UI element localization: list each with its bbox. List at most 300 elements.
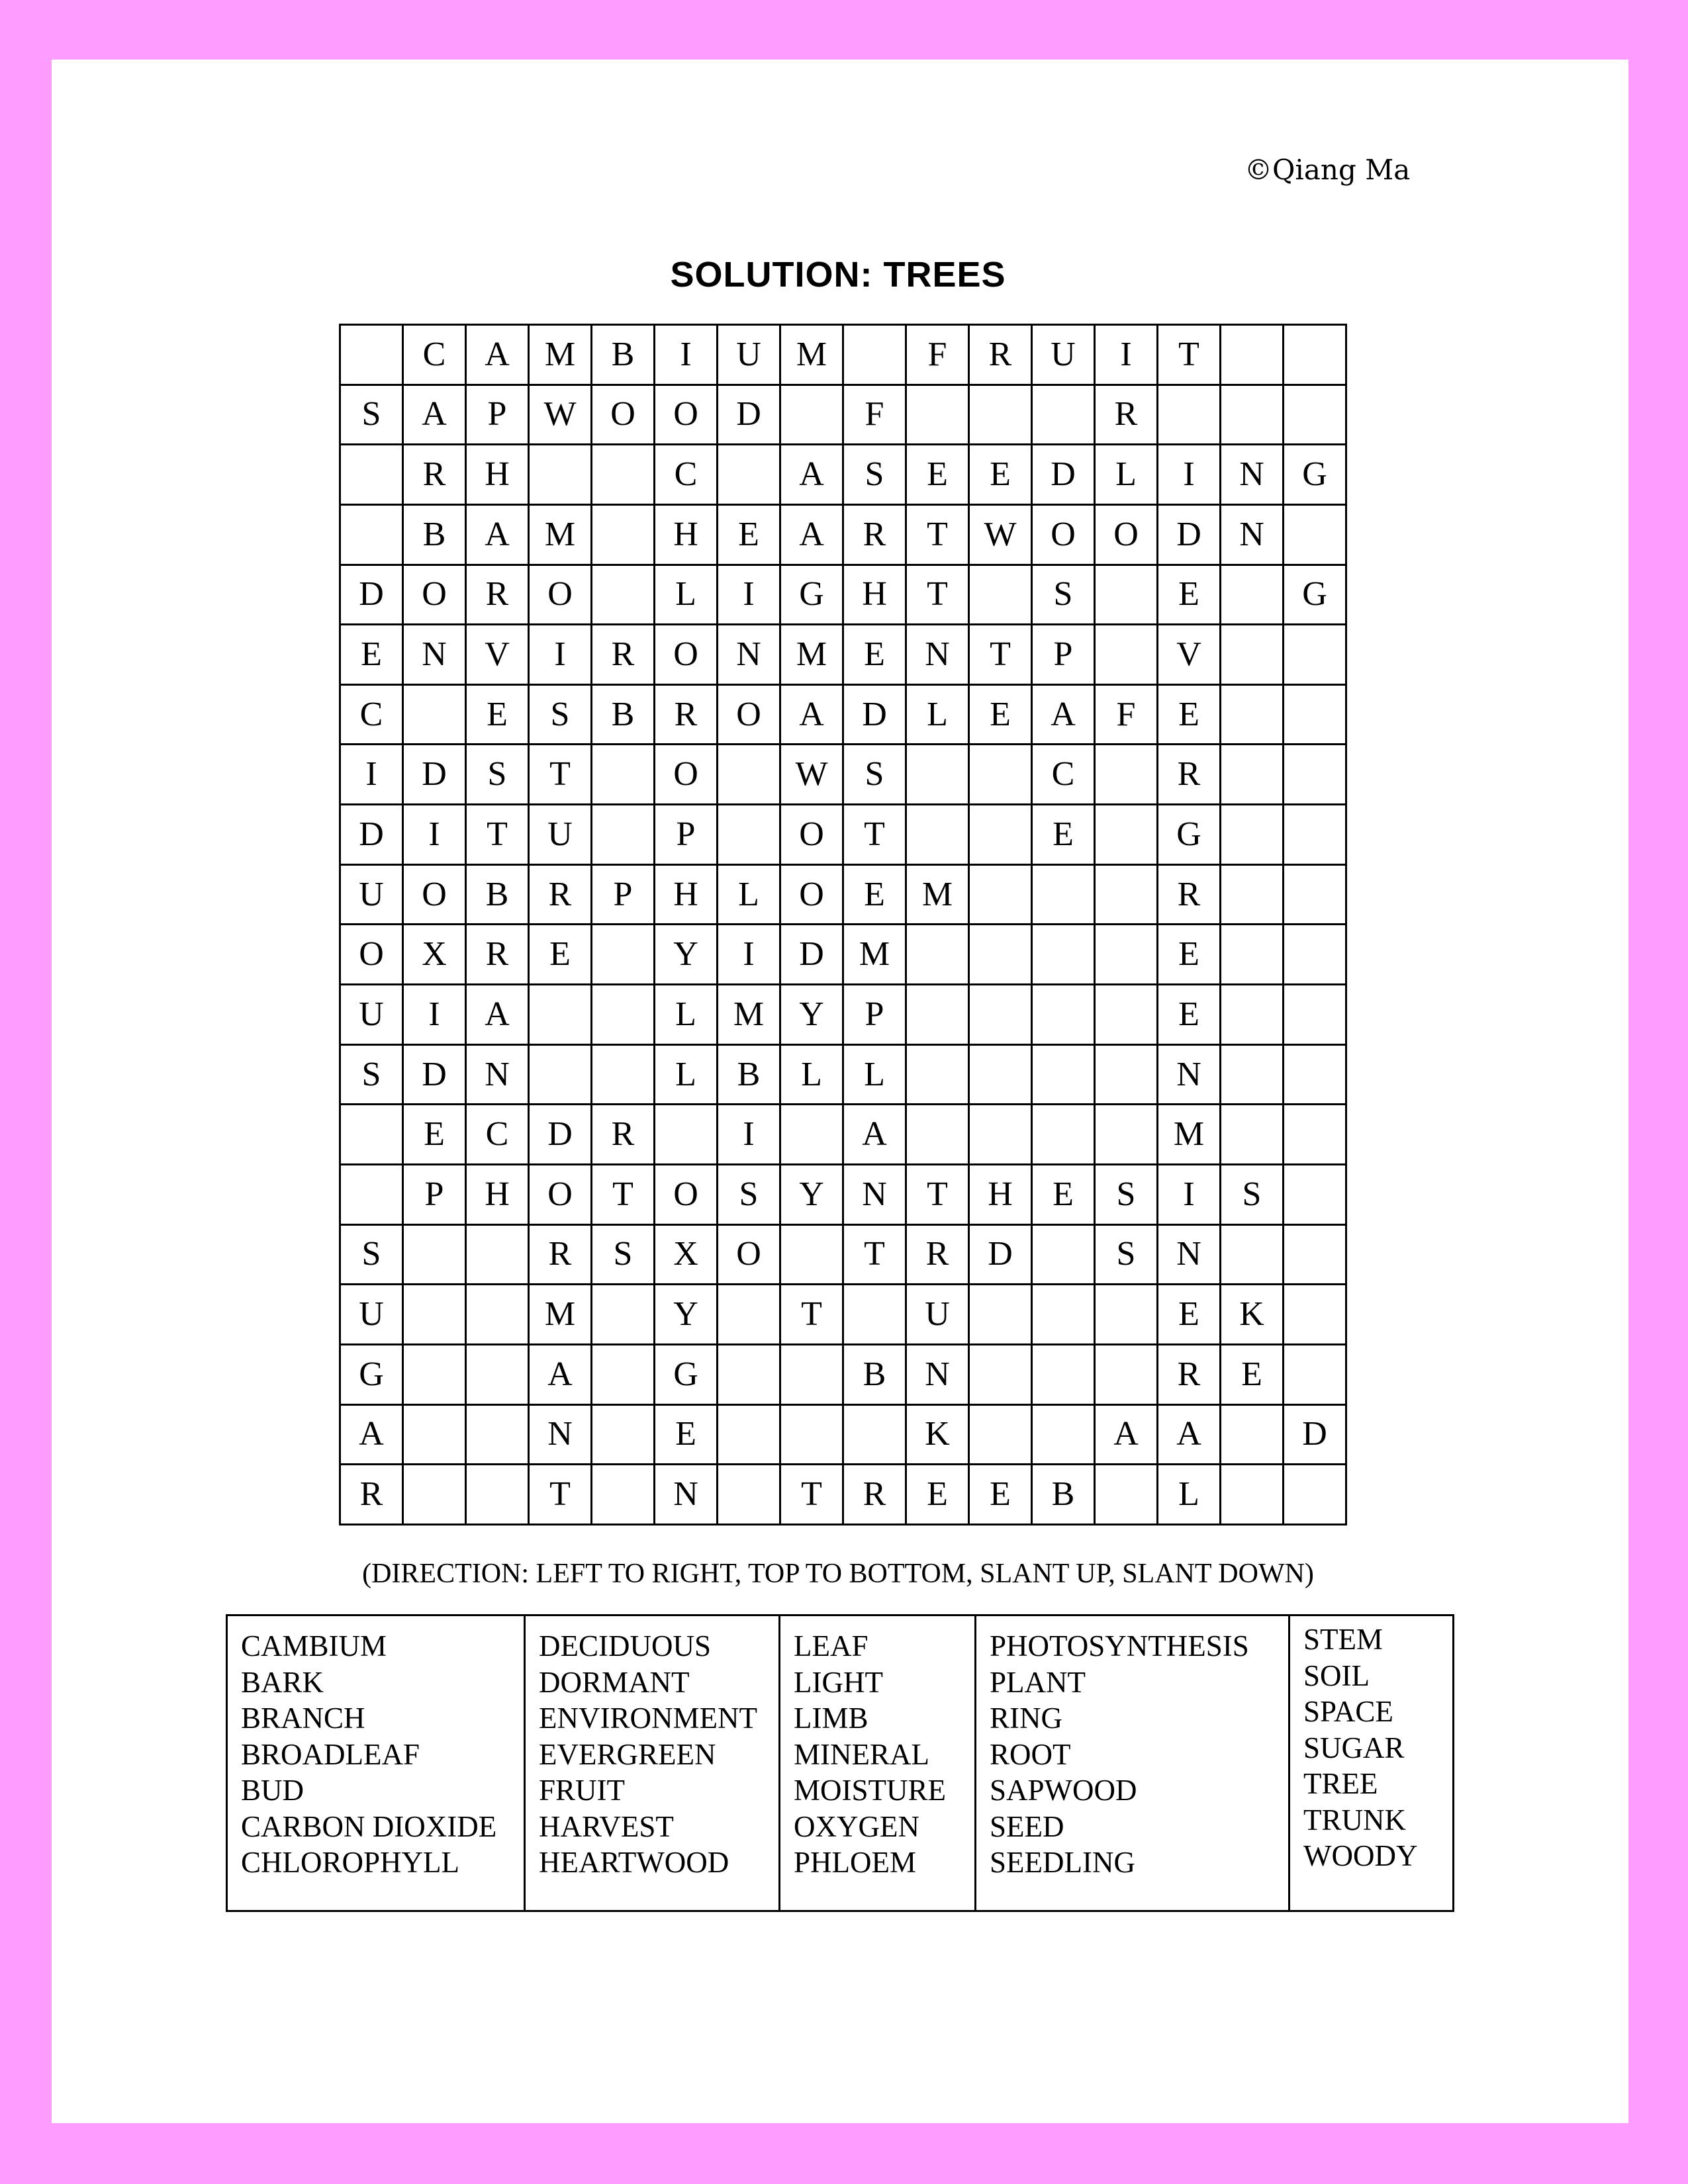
grid-cell: U	[340, 985, 403, 1045]
grid-cell: S	[592, 1224, 655, 1285]
grid-cell	[1221, 325, 1284, 385]
grid-cell: O	[403, 864, 466, 925]
grid-row	[340, 1164, 1346, 1224]
grid-cell: Y	[655, 1285, 718, 1345]
grid-cell: R	[466, 565, 529, 625]
grid-cell: R	[403, 445, 466, 505]
grid-cell: I	[340, 745, 403, 805]
grid-cell	[969, 565, 1032, 625]
grid-cell	[969, 1044, 1032, 1105]
grid-cell	[1221, 385, 1284, 445]
grid-cell: E	[843, 625, 906, 685]
grid-cell: N	[906, 1344, 969, 1404]
grid-cell: V	[1158, 625, 1221, 685]
grid-cell	[1032, 864, 1095, 925]
grid-cell	[466, 1285, 529, 1345]
grid-cell: I	[403, 985, 466, 1045]
grid-row	[340, 1224, 1346, 1285]
grid-cell: E	[340, 625, 403, 685]
grid-cell	[780, 1105, 843, 1165]
grid-cell: O	[592, 385, 655, 445]
grid-cell	[340, 1105, 403, 1165]
grid-cell: T	[1158, 325, 1221, 385]
grid-cell: U	[529, 805, 592, 865]
word-bank-item: CAMBIUM	[241, 1629, 387, 1662]
grid-cell: C	[466, 1105, 529, 1165]
word-bank-item: SPACE	[1303, 1695, 1393, 1728]
grid-row	[340, 684, 1346, 745]
grid-cell	[466, 1344, 529, 1404]
grid-cell	[1284, 745, 1346, 805]
grid-cell: S	[718, 1164, 780, 1224]
grid-cell: M	[529, 504, 592, 565]
grid-cell: T	[780, 1465, 843, 1525]
word-bank-item: SOIL	[1303, 1659, 1370, 1692]
grid-row	[340, 325, 1346, 385]
grid-cell: O	[780, 864, 843, 925]
grid-cell: E	[1158, 985, 1221, 1045]
grid-cell: T	[592, 1164, 655, 1224]
grid-cell	[340, 325, 403, 385]
grid-row	[340, 565, 1346, 625]
grid-cell: N	[466, 1044, 529, 1105]
grid-cell: H	[843, 565, 906, 625]
grid-row	[340, 985, 1346, 1045]
word-bank-item: LEAF	[794, 1629, 868, 1662]
grid-cell: N	[1221, 445, 1284, 505]
grid-cell: H	[655, 864, 718, 925]
word-bank	[226, 1614, 1454, 1912]
word-bank-item: SEED	[990, 1809, 1064, 1843]
grid-cell: R	[1095, 385, 1158, 445]
grid-row	[340, 625, 1346, 685]
grid-cell: A	[403, 385, 466, 445]
word-bank-item: TREE	[1303, 1767, 1378, 1800]
grid-cell: K	[1221, 1285, 1284, 1345]
grid-cell: E	[1221, 1344, 1284, 1404]
grid-cell: F	[843, 385, 906, 445]
grid-cell: A	[780, 684, 843, 745]
grid-cell: R	[906, 1224, 969, 1285]
grid-cell	[1095, 925, 1158, 985]
page-title: SOLUTION: TREES	[670, 255, 1006, 295]
grid-cell	[718, 745, 780, 805]
grid-cell: M	[1158, 1105, 1221, 1165]
grid-cell	[1221, 1465, 1284, 1525]
grid-cell: A	[466, 985, 529, 1045]
grid-cell: E	[1158, 1285, 1221, 1345]
grid-cell: D	[403, 1044, 466, 1105]
grid-cell: O	[780, 805, 843, 865]
grid-cell: S	[340, 1044, 403, 1105]
grid-cell	[906, 925, 969, 985]
word-bank-item: HARVEST	[539, 1809, 674, 1843]
grid-cell: I	[529, 625, 592, 685]
grid-cell: G	[1284, 565, 1346, 625]
grid-cell	[1032, 1105, 1095, 1165]
grid-cell: B	[403, 504, 466, 565]
word-bank-item: SEEDLING	[990, 1846, 1135, 1879]
grid-cell	[718, 1404, 780, 1465]
grid-cell: E	[466, 684, 529, 745]
grid-cell: I	[718, 1105, 780, 1165]
grid-cell: X	[403, 925, 466, 985]
grid-cell: T	[843, 805, 906, 865]
grid-cell	[969, 1105, 1032, 1165]
grid-cell	[1032, 1044, 1095, 1105]
grid-cell: D	[529, 1105, 592, 1165]
grid-cell: O	[655, 625, 718, 685]
grid-cell: P	[655, 805, 718, 865]
grid-cell: D	[403, 745, 466, 805]
grid-cell: I	[718, 565, 780, 625]
grid-cell: N	[843, 1164, 906, 1224]
grid-row	[340, 805, 1346, 865]
grid-cell: G	[780, 565, 843, 625]
grid-cell	[1284, 684, 1346, 745]
grid-cell: I	[718, 925, 780, 985]
word-bank-row	[227, 1615, 1454, 1911]
grid-cell	[1284, 864, 1346, 925]
grid-cell: Y	[780, 985, 843, 1045]
word-bank-item: MOISTURE	[794, 1774, 947, 1807]
grid-cell	[592, 1404, 655, 1465]
grid-row	[340, 1105, 1346, 1165]
grid-cell: O	[1095, 504, 1158, 565]
grid-cell: G	[1158, 805, 1221, 865]
grid-cell	[906, 1105, 969, 1165]
grid-cell: O	[1032, 504, 1095, 565]
grid-cell: A	[1095, 1404, 1158, 1465]
grid-cell	[906, 385, 969, 445]
grid-cell: D	[1284, 1404, 1346, 1465]
grid-cell: A	[466, 325, 529, 385]
grid-row	[340, 925, 1346, 985]
grid-cell: R	[843, 1465, 906, 1525]
grid-cell	[780, 1344, 843, 1404]
grid-row	[340, 1465, 1346, 1525]
grid-cell	[718, 1465, 780, 1525]
grid-cell: W	[780, 745, 843, 805]
grid-cell: O	[655, 385, 718, 445]
grid-cell	[1221, 745, 1284, 805]
grid-cell	[780, 1404, 843, 1465]
grid-cell: E	[718, 504, 780, 565]
grid-cell: N	[655, 1465, 718, 1525]
word-bank-item: FRUIT	[539, 1774, 626, 1807]
grid-cell: T	[466, 805, 529, 865]
grid-cell	[969, 925, 1032, 985]
grid-cell: R	[529, 1224, 592, 1285]
grid-cell	[1032, 1404, 1095, 1465]
grid-cell: L	[780, 1044, 843, 1105]
grid-cell	[1095, 1105, 1158, 1165]
grid-cell: E	[655, 1404, 718, 1465]
grid-cell	[403, 1285, 466, 1345]
grid-row	[340, 445, 1346, 505]
grid-cell	[1221, 985, 1284, 1045]
grid-cell: E	[403, 1105, 466, 1165]
directions-text: (DIRECTION: LEFT TO RIGHT, TOP TO BOTTOM, SLANT UP, SLANT DOWN)	[362, 1559, 1314, 1589]
word-bank-item: WOODY	[1303, 1839, 1418, 1872]
grid-cell	[1221, 864, 1284, 925]
grid-cell	[843, 325, 906, 385]
word-bank-item: ENVIRONMENT	[539, 1702, 757, 1735]
grid-cell	[1095, 1344, 1158, 1404]
grid-cell: X	[655, 1224, 718, 1285]
grid-cell: O	[529, 1164, 592, 1224]
grid-row	[340, 864, 1346, 925]
grid-cell: L	[655, 565, 718, 625]
word-bank-item: EVERGREEN	[539, 1737, 716, 1771]
grid-cell	[592, 565, 655, 625]
grid-cell	[403, 1344, 466, 1404]
grid-cell	[843, 1404, 906, 1465]
grid-cell: H	[969, 1164, 1032, 1224]
grid-cell: S	[340, 385, 403, 445]
grid-cell: G	[340, 1344, 403, 1404]
grid-cell: C	[340, 684, 403, 745]
grid-cell: A	[529, 1344, 592, 1404]
grid-cell	[1221, 1044, 1284, 1105]
grid-cell: I	[1095, 325, 1158, 385]
grid-cell: R	[969, 325, 1032, 385]
grid-cell	[592, 1044, 655, 1105]
grid-cell: O	[340, 925, 403, 985]
grid-cell: E	[969, 1465, 1032, 1525]
grid-row	[340, 1344, 1346, 1404]
grid-cell: N	[529, 1404, 592, 1465]
grid-cell: N	[718, 625, 780, 685]
grid-cell: T	[843, 1224, 906, 1285]
grid-cell	[1032, 1344, 1095, 1404]
grid-cell: U	[718, 325, 780, 385]
word-bank-item: BROADLEAF	[241, 1737, 420, 1771]
grid-cell: O	[655, 745, 718, 805]
grid-cell: M	[529, 1285, 592, 1345]
grid-cell: D	[718, 385, 780, 445]
grid-cell: S	[529, 684, 592, 745]
grid-cell: D	[340, 565, 403, 625]
grid-cell: E	[529, 925, 592, 985]
grid-cell: S	[340, 1224, 403, 1285]
word-bank-item: OXYGEN	[794, 1809, 919, 1843]
word-bank-item: BRANCH	[241, 1702, 365, 1735]
grid-cell: S	[1032, 565, 1095, 625]
grid-cell: A	[780, 445, 843, 505]
grid-cell	[1221, 625, 1284, 685]
grid-cell: M	[843, 925, 906, 985]
grid-cell	[969, 1344, 1032, 1404]
grid-cell: S	[466, 745, 529, 805]
grid-cell	[1284, 1224, 1346, 1285]
grid-cell	[1221, 684, 1284, 745]
grid-cell: R	[466, 925, 529, 985]
grid-cell: D	[1032, 445, 1095, 505]
grid-cell: A	[340, 1404, 403, 1465]
grid-cell	[592, 925, 655, 985]
grid-cell: H	[466, 1164, 529, 1224]
grid-cell	[1221, 925, 1284, 985]
grid-cell: N	[906, 625, 969, 685]
grid-cell: B	[718, 1044, 780, 1105]
grid-cell: A	[780, 504, 843, 565]
grid-cell: D	[1158, 504, 1221, 565]
grid-cell	[718, 1285, 780, 1345]
grid-cell: U	[340, 864, 403, 925]
grid-cell	[1032, 985, 1095, 1045]
grid-cell	[1284, 1344, 1346, 1404]
grid-cell: R	[529, 864, 592, 925]
grid-cell	[780, 385, 843, 445]
grid-cell: S	[1221, 1164, 1284, 1224]
grid-cell: G	[1284, 445, 1346, 505]
word-bank-item: BARK	[241, 1665, 324, 1699]
grid-cell	[1284, 1105, 1346, 1165]
grid-cell: R	[1158, 864, 1221, 925]
grid-cell: E	[1158, 565, 1221, 625]
word-bank-item: ROOT	[990, 1737, 1071, 1771]
grid-cell: C	[655, 445, 718, 505]
grid-cell	[906, 805, 969, 865]
grid-cell: N	[403, 625, 466, 685]
grid-row	[340, 1044, 1346, 1105]
grid-cell	[906, 1044, 969, 1105]
grid-cell	[718, 445, 780, 505]
grid-cell	[1095, 1465, 1158, 1525]
grid-cell: E	[1158, 684, 1221, 745]
grid-cell	[1284, 1164, 1346, 1224]
grid-cell	[529, 985, 592, 1045]
grid-cell	[403, 1224, 466, 1285]
grid-cell: G	[655, 1344, 718, 1404]
grid-cell	[1284, 925, 1346, 985]
grid-cell: U	[340, 1285, 403, 1345]
grid-cell	[592, 1285, 655, 1345]
grid-cell: M	[529, 325, 592, 385]
grid-cell	[529, 445, 592, 505]
grid-cell: I	[403, 805, 466, 865]
grid-cell: L	[655, 985, 718, 1045]
grid-row	[340, 745, 1346, 805]
grid-cell: W	[969, 504, 1032, 565]
grid-cell: N	[1158, 1044, 1221, 1105]
grid-cell	[969, 864, 1032, 925]
grid-cell	[1284, 385, 1346, 445]
grid-cell: E	[906, 1465, 969, 1525]
grid-cell: D	[340, 805, 403, 865]
grid-cell: O	[655, 1164, 718, 1224]
grid-cell: P	[1032, 625, 1095, 685]
word-bank-item: HEARTWOOD	[539, 1846, 729, 1879]
grid-cell	[969, 745, 1032, 805]
grid-cell	[1095, 805, 1158, 865]
grid-cell	[1095, 745, 1158, 805]
grid-cell	[1284, 1044, 1346, 1105]
grid-cell: T	[906, 1164, 969, 1224]
grid-cell: V	[466, 625, 529, 685]
grid-cell: E	[969, 684, 1032, 745]
grid-cell	[1095, 625, 1158, 685]
grid-cell: B	[1032, 1465, 1095, 1525]
grid-cell: A	[1032, 684, 1095, 745]
grid-cell	[1221, 805, 1284, 865]
grid-cell: E	[1032, 805, 1095, 865]
grid-cell: P	[466, 385, 529, 445]
grid-cell: E	[969, 445, 1032, 505]
grid-cell: B	[843, 1344, 906, 1404]
grid-cell	[466, 1224, 529, 1285]
grid-cell: T	[780, 1285, 843, 1345]
grid-cell	[592, 985, 655, 1045]
grid-cell: L	[843, 1044, 906, 1105]
grid-cell: L	[906, 684, 969, 745]
word-bank-item: STEM	[1303, 1623, 1383, 1656]
grid-cell: D	[780, 925, 843, 985]
grid-cell: A	[843, 1105, 906, 1165]
grid-cell: E	[906, 445, 969, 505]
grid-cell: L	[718, 864, 780, 925]
grid-cell: R	[1158, 1344, 1221, 1404]
grid-cell: O	[529, 565, 592, 625]
word-bank-item: DORMANT	[539, 1665, 690, 1699]
grid-cell	[340, 445, 403, 505]
grid-cell	[529, 1044, 592, 1105]
grid-cell	[1032, 1285, 1095, 1345]
grid-row	[340, 504, 1346, 565]
grid-cell: P	[592, 864, 655, 925]
grid-cell: A	[466, 504, 529, 565]
grid-cell	[1032, 1224, 1095, 1285]
word-bank-column	[780, 1615, 976, 1911]
grid-cell: P	[403, 1164, 466, 1224]
grid-row	[340, 385, 1346, 445]
grid-cell	[1095, 1285, 1158, 1345]
grid-cell	[1032, 925, 1095, 985]
copyright-notice: ©Qiang Ma	[1244, 154, 1411, 186]
grid-cell: H	[655, 504, 718, 565]
grid-cell	[1284, 1465, 1346, 1525]
word-bank-item: BUD	[241, 1774, 305, 1807]
grid-cell	[1221, 1224, 1284, 1285]
grid-cell: M	[780, 625, 843, 685]
grid-cell: Y	[655, 925, 718, 985]
word-bank-item: SAPWOOD	[990, 1774, 1137, 1807]
grid-cell: L	[1095, 445, 1158, 505]
word-bank-column	[976, 1615, 1289, 1911]
grid-cell	[592, 1344, 655, 1404]
grid-cell	[466, 1465, 529, 1525]
grid-cell	[969, 1285, 1032, 1345]
grid-cell	[1284, 504, 1346, 565]
grid-cell	[592, 445, 655, 505]
grid-cell: O	[403, 565, 466, 625]
word-bank-item: PHOTOSYNTHESIS	[990, 1629, 1249, 1662]
grid-cell	[1095, 1044, 1158, 1105]
grid-cell	[1284, 625, 1346, 685]
grid-cell	[969, 385, 1032, 445]
word-bank-item: CARBON DIOXIDE	[241, 1809, 497, 1843]
grid-cell	[843, 1285, 906, 1345]
grid-cell: T	[529, 745, 592, 805]
grid-cell: T	[529, 1465, 592, 1525]
grid-cell: E	[843, 864, 906, 925]
grid-cell: T	[906, 565, 969, 625]
grid-cell: R	[1158, 745, 1221, 805]
word-bank-item: LIGHT	[794, 1665, 883, 1699]
grid-cell	[466, 1404, 529, 1465]
grid-cell: R	[655, 684, 718, 745]
